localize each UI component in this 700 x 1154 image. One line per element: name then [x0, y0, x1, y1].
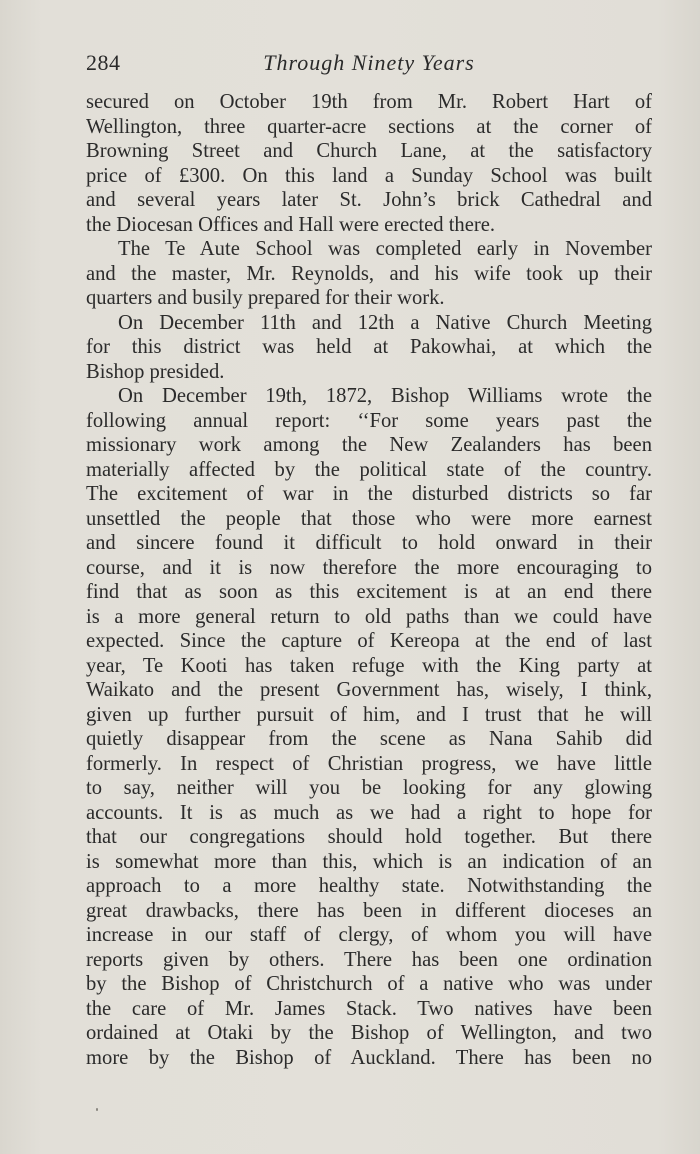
text-line: On December 11th and 12th a Native Church Meeting: [118, 311, 652, 334]
text-line: by the Bishop of Christchurch of a native who was under: [86, 973, 652, 995]
text-line: The excitement of war in the disturbed districts so far: [86, 483, 652, 505]
text-line: reports given by others. There has been one ordination: [86, 948, 652, 971]
text-line: quarters and busily prepared for their work.: [86, 287, 445, 309]
text-line: Bishop presided.: [86, 360, 225, 383]
text-line: On December 19th, 1872, Bishop Williams wrote the: [118, 385, 652, 407]
text-line: great drawbacks, there has been in different dioceses an: [86, 899, 652, 922]
running-head: [86, 50, 652, 80]
text-line: quietly disappear from the scene as Nana Sahib did: [86, 728, 652, 750]
text-line: for this district was held at Pakowhai, at which the: [86, 336, 652, 358]
text-line: secured on October 19th from Mr. Robert Hart of: [86, 91, 652, 113]
body-text: [86, 90, 652, 1070]
text-line: unsettled the people that those who were more earnest: [86, 507, 652, 530]
text-line: year, Te Kooti has taken refuge with the King party at: [86, 654, 652, 677]
text-line: missionary work among the New Zealanders has been: [86, 434, 652, 456]
text-line: price of £300. On this land a Sunday School was built: [86, 164, 652, 187]
text-line: given up further pursuit of him, and I trust that he will: [86, 703, 652, 726]
text-line: materially affected by the political state of the country.: [86, 458, 652, 481]
text-line: the care of Mr. James Stack. Two natives have been: [86, 997, 652, 1020]
text-line: ordained at Otaki by the Bishop of Wellington, and two: [86, 1022, 652, 1044]
page-number: 284: [86, 50, 121, 75]
text-line: course, and it is now therefore the more encouraging to: [86, 556, 652, 579]
text-line: and sincere found it difficult to hold onward in their: [86, 532, 652, 554]
text-line: to say, neither will you be looking for any glowing: [86, 777, 652, 799]
paper-speck: [96, 1108, 98, 1111]
text-line: find that as soon as this excitement is at an end there: [86, 581, 652, 603]
text-line: increase in our staff of clergy, of whom you will have: [86, 924, 652, 946]
text-line: and several years later St. John’s brick Cathedral and: [86, 189, 652, 211]
text-line: Browning Street and Church Lane, at the satisfactory: [86, 140, 652, 162]
text-line: more by the Bishop of Auckland. There has been no: [86, 1046, 652, 1069]
text-line: Waikato and the present Government has, wisely, I think,: [86, 679, 652, 701]
text-line: expected. Since the capture of Kereopa at the end of last: [86, 630, 652, 652]
text-line: and the master, Mr. Reynolds, and his wife took up their: [86, 262, 652, 285]
text-line: formerly. In respect of Christian progress, we have little: [86, 752, 652, 775]
text-line: The Te Aute School was completed early in November: [118, 238, 652, 260]
text-line: is a more general return to old paths than we could have: [86, 605, 652, 628]
book-title: Through Ninety Years: [263, 50, 475, 75]
text-line: is somewhat more than this, which is an indication of an: [86, 850, 652, 873]
text-line: accounts. It is as much as we had a right to hope for: [86, 801, 652, 824]
text-line: following annual report: ‘‘For some years past the: [86, 409, 652, 432]
text-line: approach to a more healthy state. Notwithstanding the: [86, 875, 652, 897]
text-line: Wellington, three quarter-acre sections at the corner of: [86, 115, 652, 138]
text-line: that our congregations should hold together. But there: [86, 826, 652, 848]
text-line: the Diocesan Offices and Hall were erected there.: [86, 213, 495, 236]
